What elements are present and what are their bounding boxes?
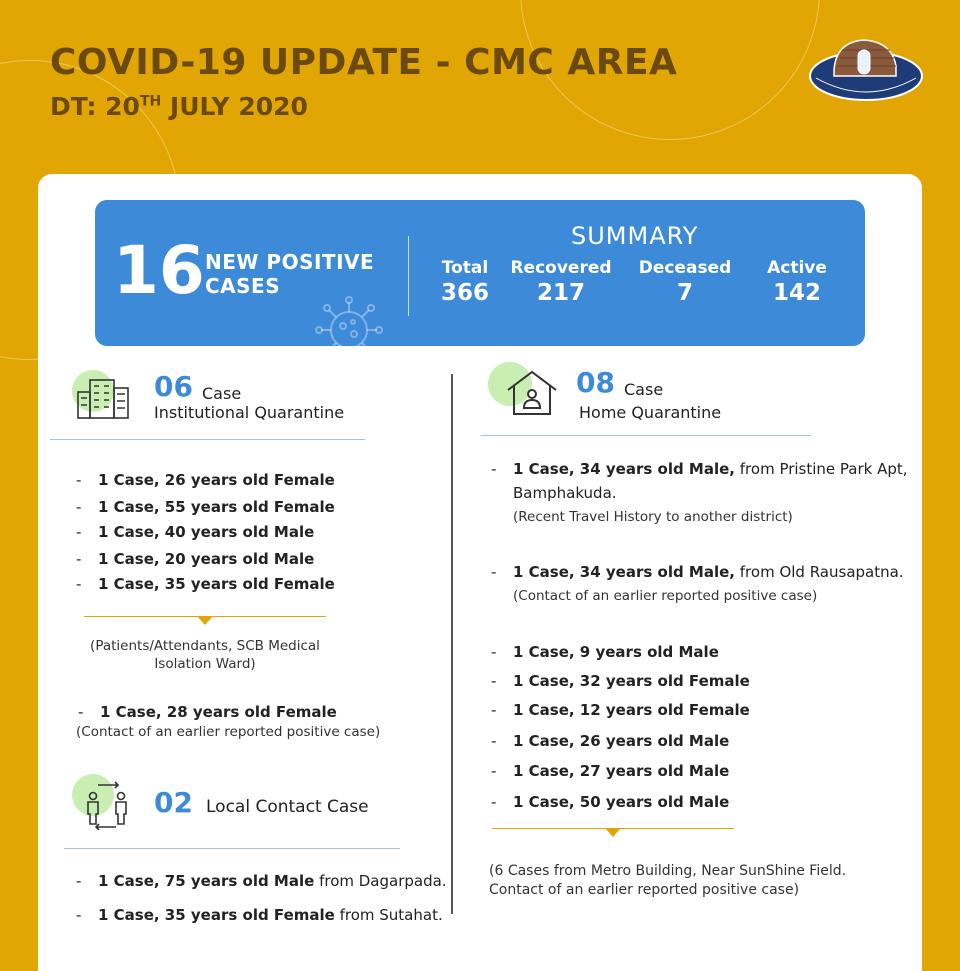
list-item: - 1 Case, 40 years old Male <box>76 523 315 541</box>
list-item-continuation: Bamphakuda. <box>513 484 617 502</box>
stat-label: Recovered <box>510 258 612 278</box>
building-icon <box>76 376 132 420</box>
column-divider <box>451 374 453 914</box>
list-item: - 1 Case, 75 years old Male from Dagarpada. <box>76 872 447 890</box>
home-count-word: Case <box>624 380 664 399</box>
list-item: - 1 Case, 50 years old Male <box>491 793 730 811</box>
stat-value: 7 <box>676 280 693 306</box>
stat-recovered <box>509 258 613 306</box>
list-item: - 1 Case, 34 years old Male, from Old Rausapatna. <box>491 563 904 581</box>
local-contact-count: 02 <box>154 786 193 819</box>
group-arrow <box>197 616 213 625</box>
new-cases-count: 16 <box>113 232 205 309</box>
group-note: (6 Cases from Metro Building, Near SunShine Field. Contact of an earlier reported positive case) <box>489 863 847 898</box>
stat-deceased <box>637 258 733 306</box>
list-item: - 1 Case, 35 years old Female <box>76 575 335 593</box>
list-item: - 1 Case, 28 years old Female <box>78 703 337 721</box>
list-item: - 1 Case, 55 years old Female <box>76 498 335 516</box>
stat-active <box>761 258 833 306</box>
list-item: - 1 Case, 20 years old Male <box>76 550 315 568</box>
banner-divider <box>408 236 409 316</box>
item-note: (Contact of an earlier reported positive case) <box>76 724 381 740</box>
stat-total <box>437 258 493 306</box>
stat-value: 366 <box>440 280 489 306</box>
stat-value: 217 <box>536 280 585 306</box>
list-item: - 1 Case, 26 years old Male <box>491 732 730 750</box>
item-note: (Contact of an earlier reported positive case) <box>513 588 818 604</box>
section-divider <box>64 848 400 849</box>
group-note: (Patients/Attendants, SCB Medical Isolation Ward) <box>90 638 320 672</box>
people-contact-icon <box>82 780 132 830</box>
stat-value: 142 <box>772 280 821 306</box>
home-count: 08 <box>576 366 615 399</box>
stat-label: Total <box>441 258 489 278</box>
list-item: - 1 Case, 12 years old Female <box>491 701 750 719</box>
home-label: Home Quarantine <box>579 403 722 422</box>
list-item: - 1 Case, 9 years old Male <box>491 643 719 661</box>
virus-icon <box>309 290 389 346</box>
local-contact-label: Local Contact Case <box>206 797 369 817</box>
section-divider <box>481 435 811 436</box>
stat-label: Deceased <box>638 258 732 278</box>
house-person-icon <box>504 368 560 418</box>
summary-title: SUMMARY <box>571 222 699 250</box>
list-item: - 1 Case, 35 years old Female from Sutahat. <box>76 906 443 924</box>
institutional-count-word: Case <box>202 384 242 403</box>
list-item: - 1 Case, 34 years old Male, from Pristine Park Apt, <box>491 460 908 478</box>
list-item: - 1 Case, 27 years old Male <box>491 762 730 780</box>
content-card <box>38 174 922 971</box>
institutional-label: Institutional Quarantine <box>154 403 345 422</box>
cmc-logo <box>806 36 926 112</box>
new-cases-label: NEW POSITIVE CASES <box>205 250 375 298</box>
page-title: COVID-19 UPDATE - CMC AREA <box>50 42 678 83</box>
summary-banner <box>95 200 865 346</box>
list-item: - 1 Case, 26 years old Female <box>76 471 335 489</box>
stat-label: Active <box>767 258 827 278</box>
item-note: (Recent Travel History to another district) <box>513 509 793 525</box>
page-date: DT: 20TH JULY 2020 <box>50 92 308 121</box>
group-arrow <box>605 828 621 837</box>
section-divider <box>50 439 365 440</box>
list-item: - 1 Case, 32 years old Female <box>491 672 750 690</box>
institutional-count: 06 <box>154 370 193 403</box>
